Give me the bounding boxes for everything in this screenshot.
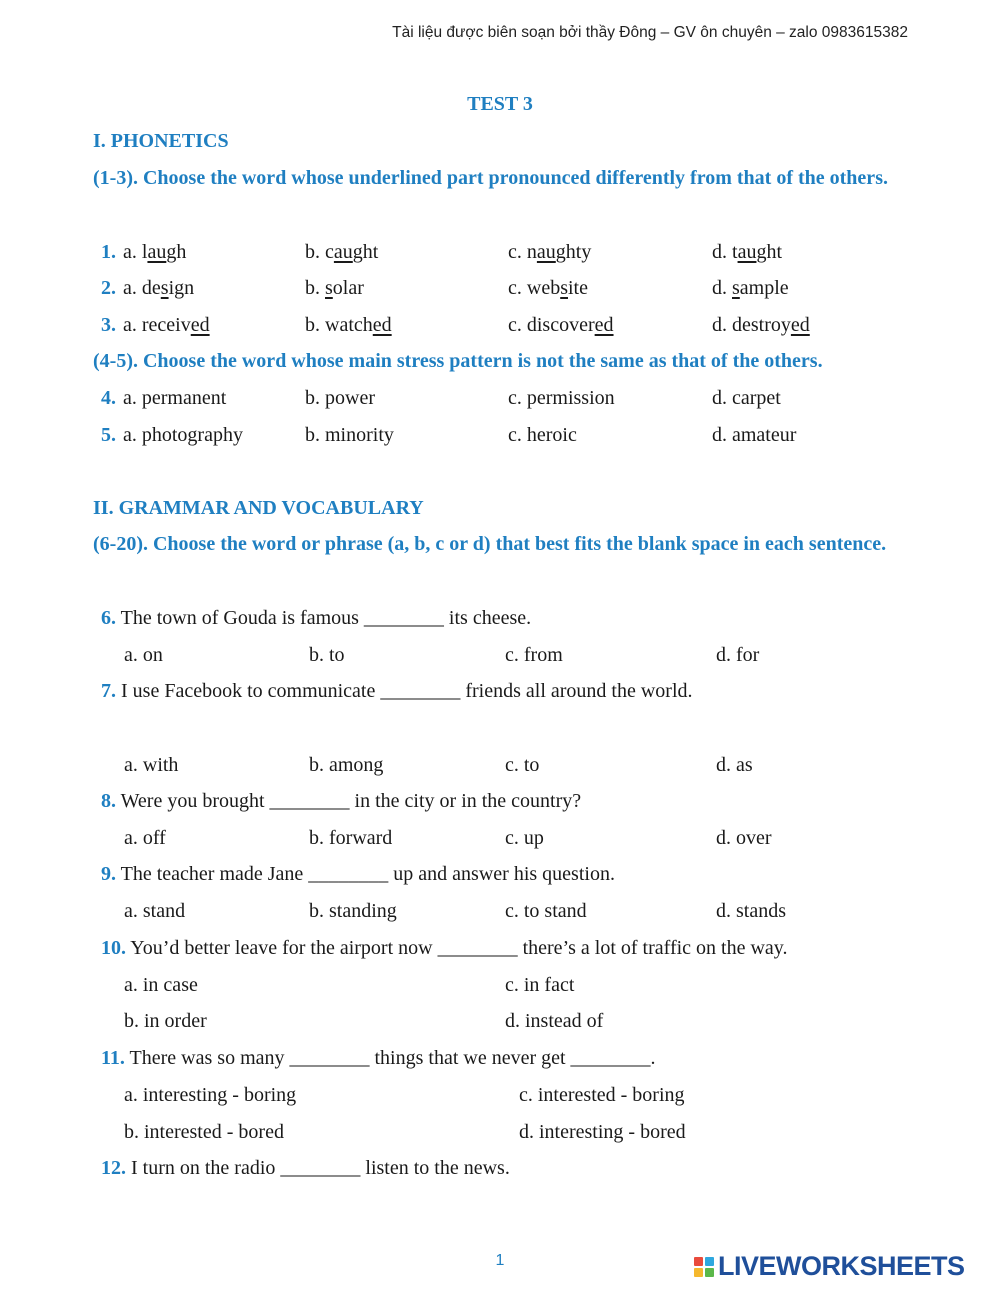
question-text: The teacher made Jane ________ up and answer his question.: [120, 863, 615, 885]
option-a: a. in case: [124, 974, 198, 996]
option-a: a. off: [124, 827, 166, 849]
test-title: TEST 3: [467, 93, 533, 115]
option-c: c. permission: [508, 387, 615, 409]
option-c: c. up: [505, 827, 544, 849]
option-b: b. watched: [305, 314, 392, 336]
option-a: a. received: [123, 314, 210, 336]
option-c: c. from: [505, 644, 563, 666]
instruction-1-3: (1-3). Choose the word whose underlined part pronounced differently from that of the others.: [93, 167, 888, 189]
option-a: a. laugh: [123, 241, 187, 263]
question-text: The town of Gouda is famous ________ its cheese.: [120, 607, 532, 629]
question-text: There was so many ________ things that we never get ________.: [129, 1047, 656, 1069]
option-b: b. minority: [305, 424, 394, 446]
option-a: a. on: [124, 644, 163, 666]
option-c: c. website: [508, 277, 588, 299]
option-b: b. to: [309, 644, 345, 666]
option-d: d. stands: [716, 900, 786, 922]
instruction-6-20: (6-20). Choose the word or phrase (a, b, c or d) that best fits the blank space in each sentence.: [93, 533, 887, 555]
option-d: d. interesting - bored: [519, 1121, 686, 1143]
question-text: I use Facebook to communicate ________ friends all around the world.: [121, 680, 693, 702]
document-header: Tài liệu được biên soạn bởi thầy Đông – GV ôn chuyên – zalo 0983615382: [392, 24, 908, 41]
option-b: b. solar: [305, 277, 364, 299]
option-b: b. forward: [309, 827, 393, 849]
option-d: d. for: [716, 644, 760, 666]
question-text: Were you brought ________ in the city or in the country?: [120, 790, 582, 812]
option-a: a. permanent: [123, 387, 227, 409]
option-b: b. in order: [124, 1010, 207, 1032]
option-d: d. as: [716, 754, 753, 776]
section-phonetics-heading: I. PHONETICS: [93, 130, 229, 152]
logo-blocks-icon: [694, 1257, 714, 1277]
option-c: c. naughty: [508, 241, 592, 263]
option-b: b. power: [305, 387, 375, 409]
option-a: a. stand: [124, 900, 186, 922]
option-a: a. interesting - boring: [124, 1084, 297, 1106]
option-b: b. interested - bored: [124, 1121, 284, 1143]
option-c: c. interested - boring: [519, 1084, 685, 1106]
option-a: a. design: [123, 277, 195, 299]
option-d: d. carpet: [712, 387, 781, 409]
instruction-4-5: (4-5). Choose the word whose main stress pattern is not the same as that of the others.: [93, 350, 823, 372]
option-c: c. discovered: [508, 314, 614, 336]
option-d: d. destroyed: [712, 314, 810, 336]
liveworksheets-logo[interactable]: [694, 1251, 965, 1282]
question-text: You’d better leave for the airport now ________ there’s a lot of traffic on the way.: [130, 937, 788, 959]
option-c: c. to stand: [505, 900, 587, 922]
section-grammar-heading: II. GRAMMAR AND VOCABULARY: [93, 497, 424, 519]
option-d: d. over: [716, 827, 772, 849]
option-d: d. instead of: [505, 1010, 604, 1032]
option-c: c. heroic: [508, 424, 577, 446]
option-c: c. in fact: [505, 974, 575, 996]
question-text: I turn on the radio ________ listen to the news.: [131, 1157, 510, 1179]
option-d: d. sample: [712, 277, 789, 299]
option-a: a. with: [124, 754, 179, 776]
option-a: a. photography: [123, 424, 243, 446]
option-b: b. caught: [305, 241, 379, 263]
option-c: c. to: [505, 754, 540, 776]
option-b: b. among: [309, 754, 384, 776]
option-b: b. standing: [309, 900, 397, 922]
option-d: d. amateur: [712, 424, 797, 446]
page-number: 1: [495, 1252, 505, 1269]
option-d: d. taught: [712, 241, 783, 263]
logo-text: LIVEWORKSHEETS: [718, 1251, 965, 1281]
